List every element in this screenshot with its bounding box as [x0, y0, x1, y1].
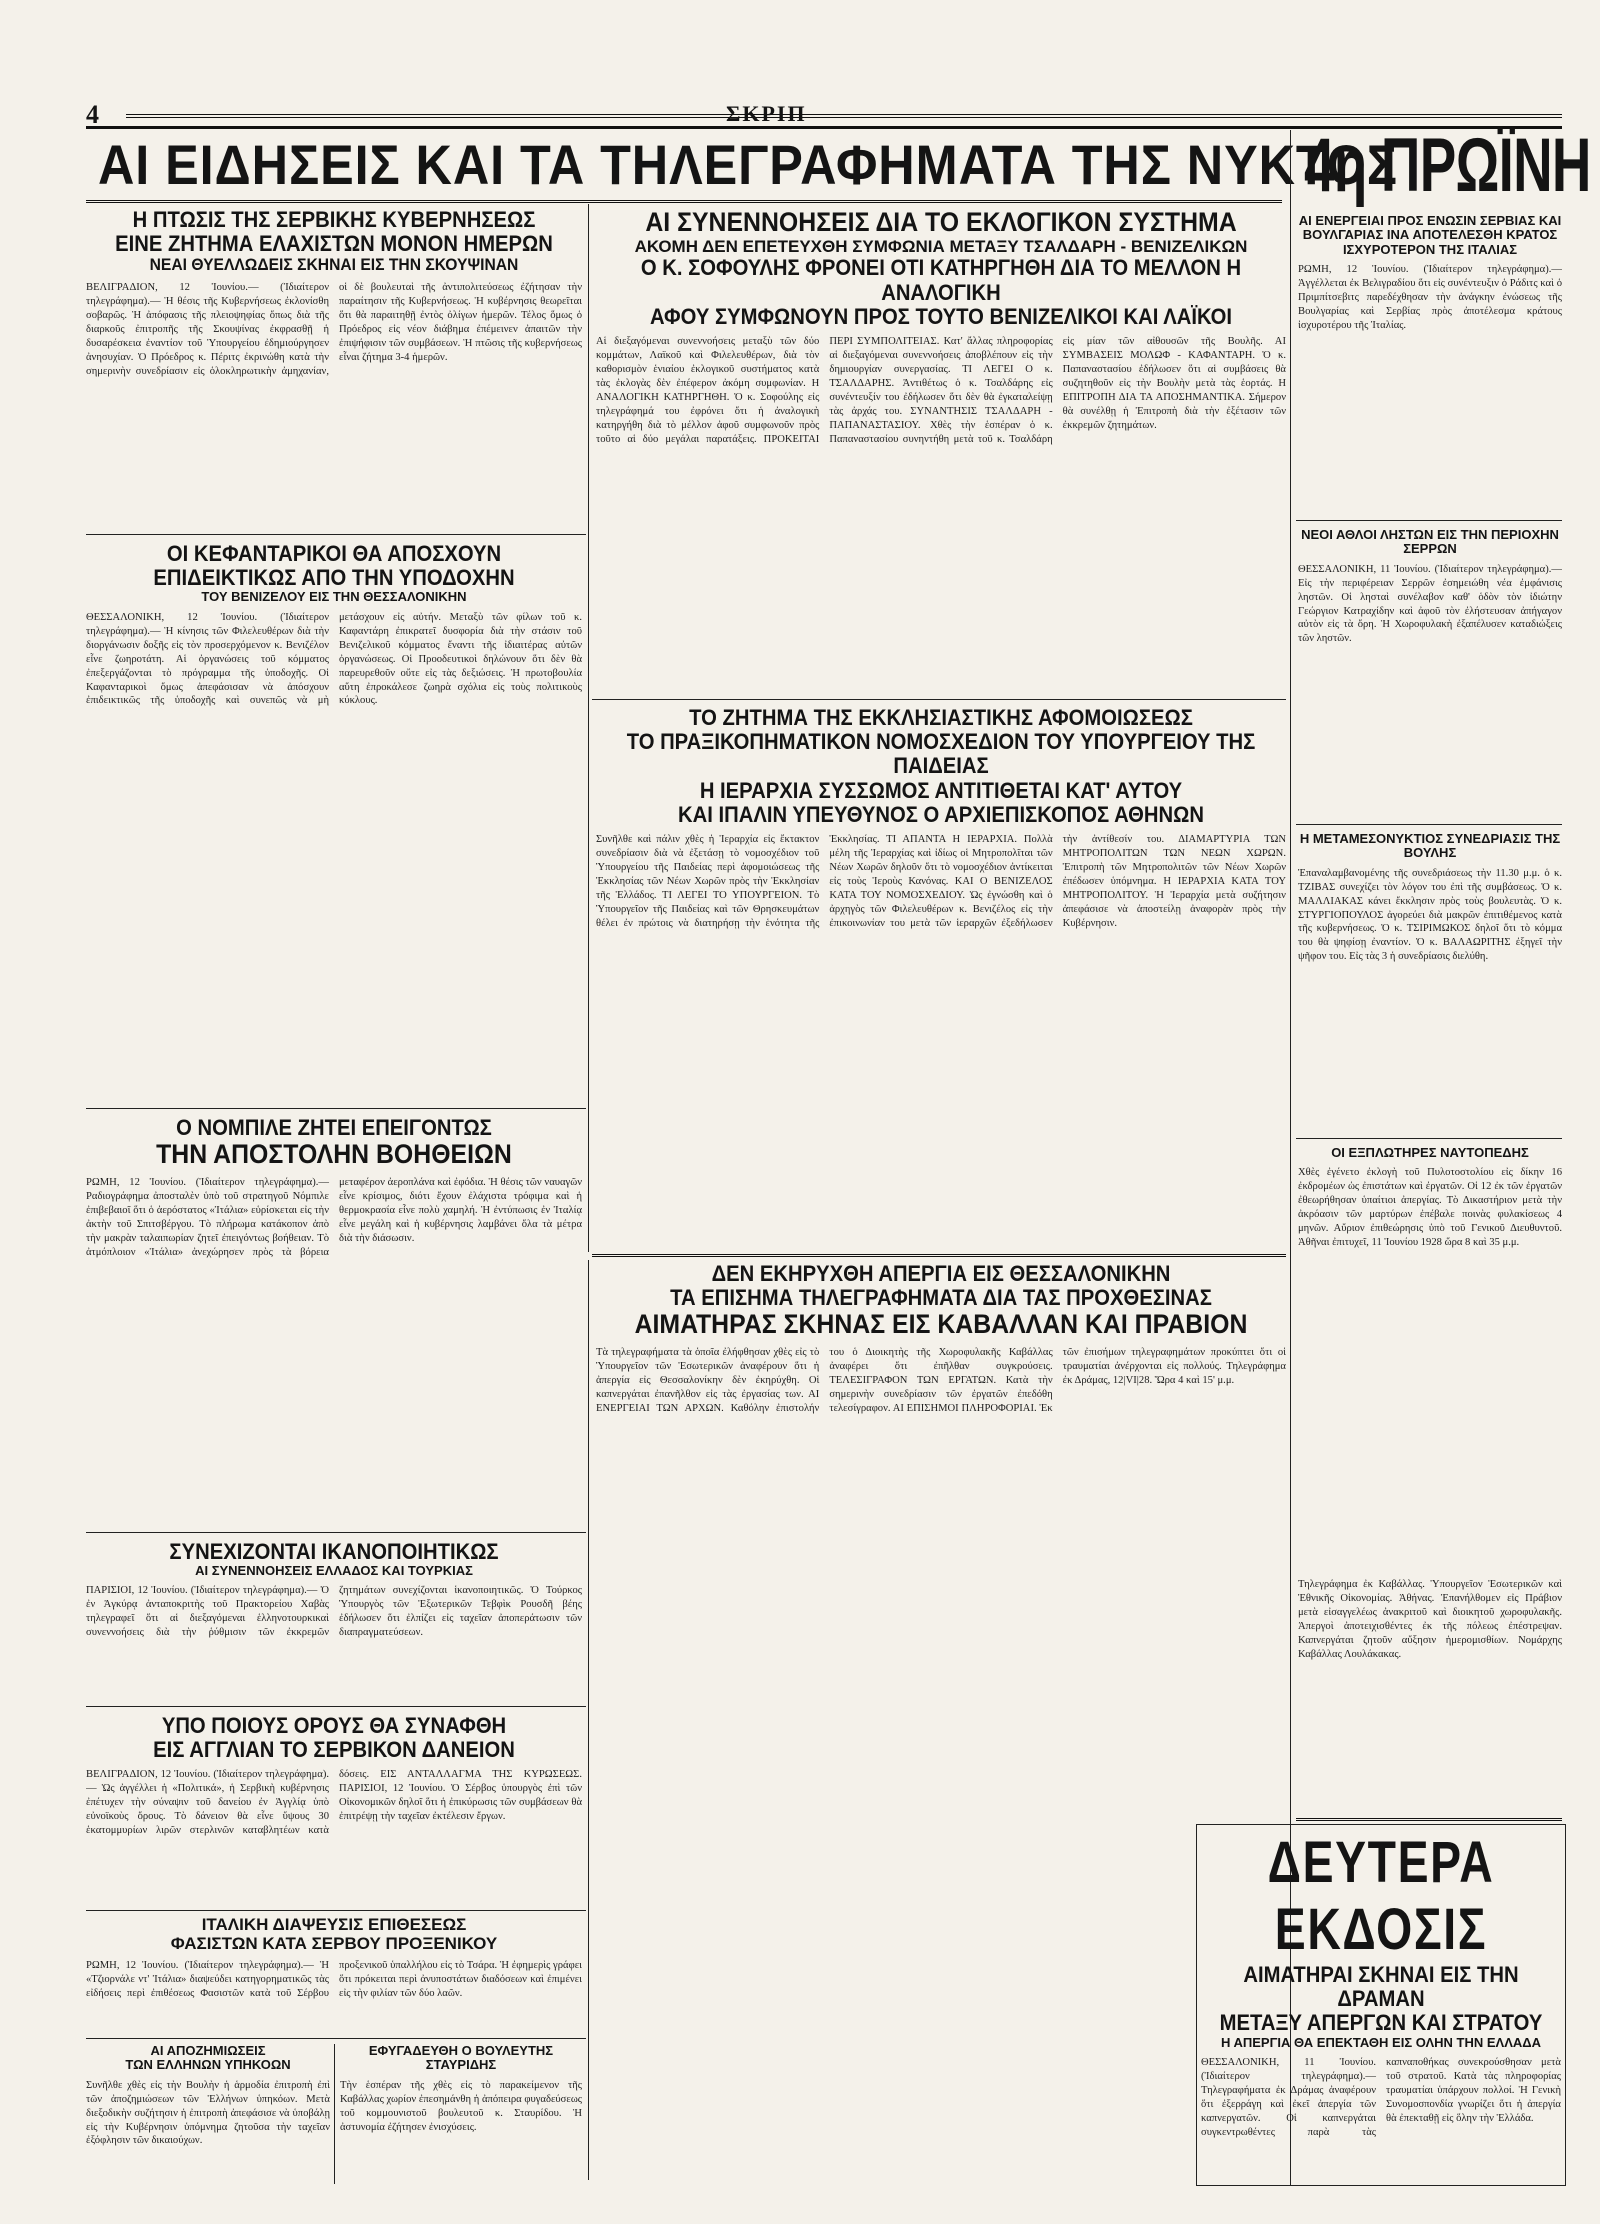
article-naval-workers	[1298, 1146, 1562, 1566]
article-subtitle: ΑΚΟΜΗ ΔΕΝ ΕΠΕΤΕΥΧΘΗ ΣΥΜΦΩΝΙΑ ΜΕΤΑΞΥ ΤΣΑΛΔΑΡΗ - ΒΕΝΙΖΕΛΙΚΩΝ	[634, 236, 1248, 256]
article-title: ΑΙ ΑΠΟΖΗΜΙΩΣΕΙΣ	[150, 2044, 266, 2058]
article-subtitle: ΚΑΙ ΙΠΑΛΙΝ ΥΠΕΥΘΥΝΟΣ Ο ΑΡΧΙΕΠΙΣΚΟΠΟΣ ΑΘΗΝΩΝ	[678, 801, 1204, 827]
article-church	[596, 706, 1286, 1248]
page-number: 4	[86, 100, 99, 129]
article-italian-denial	[86, 1916, 582, 2032]
column-divider	[334, 2044, 335, 2184]
article-subtitle: Ο Κ. ΣΟΦΟΥΛΗΣ ΦΡΟΝΕΙ ΟΤΙ ΚΑΤΗΡΓΗΘΗ ΔΙΑ ΤΟ ΜΕΛΛΟΝ Η ΑΝΑΛΟΓΙΚΗ	[640, 255, 1242, 305]
article-title: ΝΕΟΙ ΑΘΛΟΙ ΛΗΣΤΩΝ ΕΙΣ ΤΗΝ ΠΕΡΙΟΧΗΝ ΣΕΡΡΩΝ	[1301, 528, 1559, 557]
article-body: ΡΩΜΗ, 12 Ἰουνίου. (Ἰδιαίτερον τηλεγράφημα).— Ἡ «Τζιορνάλε ντ' Ἰτάλια» διαψεύδει κατηγορηματικῶς τὰς εἰδήσεις περὶ ἐπιθέσεως Φασιστῶν κατὰ τοῦ Σέρβου προξενικοῦ ὑπαλλήλου εἰς τὸ Τσάρα. Ἡ ἐφημερὶς γράφει ὅτι πρόκειται περὶ ἀνυποστάτων διαδόσεων καὶ ἐπιμένει εἰς τὴν φιλίαν τῶν δύο λαῶν.	[86, 1960, 582, 2000]
article-title: ΑΙ ΣΥΝΕΝΝΟΗΣΕΙΣ ΔΙΑ ΤΟ ΕΚΛΟΓΙΚΟΝ ΣΥΣΤΗΜΑ	[645, 208, 1237, 237]
article-body: Συνῆλθε χθὲς εἰς τὴν Βουλὴν ἡ ἁρμοδία ἐπιτροπὴ ἐπὶ τῶν ἀποζημιώσεων τῶν Ἑλλήνων ὑπηκόων. Μετὰ διεξοδικὴν συζήτησιν ἡ ἐπιτροπὴ ἀπεφάσισε νὰ ὑποβάλῃ εἰς τὴν Κυβέρνησιν ὑπόμνημα ζητοῦσα τὴν ταχεῖαν ἐξόφλησιν τῶν δικαιούχων.	[86, 2079, 330, 2147]
article-title: ΕΦΥΓΑΔΕΥΘΗ Ο ΒΟΥΛΕΥΤΗΣ ΣΤΑΥΡΙΔΗΣ	[368, 2044, 554, 2073]
article-subtitle: ΑΙΜΑΤΗΡΑΣ ΣΚΗΝΑΣ ΕΙΣ ΚΑΒΑΛΛΑΝ ΚΑΙ ΠΡΑΒΙΟΝ	[634, 1309, 1248, 1340]
article-title: ΤΑ ΕΠΙΣΗΜΑ ΤΗΛΕΓΡΑΦΗΜΑΤΑ ΔΙΑ ΤΑΣ ΠΡΟΧΘΕΣΙΝΑΣ	[670, 1285, 1212, 1311]
article-title: ΤΟ ΠΡΑΞΙΚΟΠΗΜΑΤΙΚΟΝ ΝΟΜΟΣΧΕΔΙΟΝ ΤΟΥ ΥΠΟΥΡΓΕΙΟΥ ΤΗΣ ΠΑΙΔΕΙΑΣ	[626, 729, 1256, 779]
article-serbian-government	[86, 208, 582, 528]
article-title: ΟΙ ΚΕΦΑΝΤΑΡΙΚΟΙ ΘΑ ΑΠΟΣΧΟΥΝ	[166, 542, 502, 566]
article-title: ΕΙΣ ΑΓΓΛΙΑΝ ΤΟ ΣΕΡΒΙΚΟΝ ΔΑΝΕΙΟΝ	[153, 1737, 515, 1763]
section-rule	[1296, 520, 1562, 521]
article-body: ΡΩΜΗ, 12 Ἰουνίου. (Ἰδιαίτερον τηλεγράφημα).— Ραδιογράφημα ἀποσταλὲν ὑπὸ τοῦ στρατηγοῦ Νόμπιλε ἐπιβεβαιοῖ ὅτι ὁ ἀερόστατος «Ἰτάλια» εὑρίσκεται εἰς τὴν ἀκτὴν τοῦ Σπιτσβέργου. Τὸ πλήρωμα κατάκοπον ἀπὸ τὴν μακρὰν ταλαιπωρίαν ζητεῖ ἐπειγόντως βοήθειαν. Τὸ ἀτμόπλοιον «Ἰτάλια» ἀνεχώρησεν πρὸς τὰ βόρεια μεταφέρον ἀεροπλάνα καὶ ἐφόδια. Ἡ θέσις τῶν ναυαγῶν εἶνε κρίσιμος, διότι ἔχουν ἐλάχιστα τρόφιμα καὶ ἡ θερμοκρασία εἶνε πολὺ χαμηλή. Ἡ ἐντύπωσις ἐν Ἰταλίᾳ εἶνε μεγάλη καὶ ἡ κυβέρνησις λαμβάνει ὅλα τὰ μέτρα διὰ τὴν διάσωσιν.	[86, 1176, 582, 1258]
second-edition-box	[1196, 1824, 1566, 2186]
edition-title: 4η ΠΡΩΪΝΗ	[1304, 123, 1591, 208]
paper-name: ΣΚΡΙΠ	[726, 101, 807, 126]
article-title: ΤΟ ΖΗΤΗΜΑ ΤΗΣ ΕΚΚΛΗΣΙΑΣΤΙΚΗΣ ΑΦΟΜΟΙΩΣΕΩΣ	[689, 706, 1193, 730]
article-title: Η ΜΕΤΑΜΕΣΟΝΥΚΤΙΟΣ ΣΥΝΕΔΡΙΑΣΙΣ ΤΗΣ ΒΟΥΛΗΣ	[1299, 832, 1561, 861]
second-edition-title: ΔΕΥΤΕΡΑ ΕΚΔΟΣΙΣ	[1267, 1830, 1495, 1962]
headline-rule	[86, 200, 1282, 203]
page-sheet	[86, 100, 1591, 2189]
second-edition-subtitle: ΑΙΜΑΤΗΡΑΙ ΣΚΗΝΑΙ ΕΙΣ ΤΗΝ ΔΡΑΜΑΝ	[1243, 1962, 1519, 2012]
second-edition-subtitle: ΜΕΤΑΞΥ ΑΠΕΡΓΩΝ ΚΑΙ ΣΤΡΑΤΟΥ	[1219, 2010, 1543, 2036]
article-subtitle: ΤΟΥ ΒΕΝΙΖΕΛΟΥ ΕΙΣ ΤΗΝ ΘΕΣΣΑΛΟΝΙΚΗΝ	[201, 589, 467, 605]
article-subtitle: ΝΕΑΙ ΘΥΕΛΛΩΔΕΙΣ ΣΚΗΝΑΙ ΕΙΣ ΤΗΝ ΣΚΟΥΨΙΝΑΝ	[149, 255, 519, 275]
article-title: Ο ΝΟΜΠΙΛΕ ΖΗΤΕΙ ΕΠΕΙΓΟΝΤΩΣ	[176, 1116, 492, 1140]
article-title: ΕΙΝΕ ΖΗΤΗΜΑ ΕΛΑΧΙΣΤΩΝ ΜΟΝΟΝ ΗΜΕΡΩΝ	[115, 231, 553, 257]
article-subtitle: ΑΦΟΥ ΣΥΜΦΩΝΟΥΝ ΠΡΟΣ ΤΟΥΤΟ ΒΕΝΙΖΕΛΙΚΟΙ ΚΑΙ ΛΑΪΚΟΙ	[649, 303, 1233, 329]
section-rule	[86, 1706, 586, 1707]
article-body: Αἱ διεξαγόμεναι συνεννοήσεις μεταξὺ τῶν δύο κομμάτων, Λαϊκοῦ καὶ Φιλελευθέρων, διὰ τὸν καθορισμὸν ἑνιαίου ἐκλογικοῦ συστήματος κατὰ τὰς ἐκλογὰς δὲν ἐπέφερον ἀκόμη συμφωνίαν. Η ΑΝΑΛΟΓΙΚΗ ΚΑΤΗΡΓΗΘΗ. Ὁ κ. Σοφούλης εἰς τηλεγράφημά του ἐφρόνει ὅτι ἡ ἀναλογικὴ κατηργήθη διὰ τὸ μέλλον ἀφοῦ συμφωνοῦν πρὸς τοῦτο αἱ δύο μεγάλαι παρατάξεις. ΠΡΟΚΕΙΤΑΙ ΠΕΡΙ ΣΥΜΠΟΛΙΤΕΙΑΣ. Κατ' ἄλλας πληροφορίας αἱ διεξαγόμεναι συνεννοήσεις ἀποβλέπουν εἰς τὴν δημιουργίαν συνεργασίας. ΤΙ ΛΕΓΕΙ Ο κ. ΤΣΑΛΔΑΡΗΣ. Ἀντιθέτως ὁ κ. Τσαλδάρης εἰς συνέντευξίν του ἐδήλωσεν ὅτι δὲν θὰ ἐγκαταλείψῃ τὰς ἀρχάς του. ΣΥΝΑΝΤΗΣΙΣ ΤΣΑΛΔΑΡΗ - ΠΑΠΑΝΑΣΤΑΣΙΟΥ. Χθὲς τὴν ἑσπέραν ὁ κ. Παπαναστασίου συνηντήθη μετὰ τοῦ κ. Τσαλδάρη εἰς μίαν τῶν αἰθουσῶν τῆς Βουλῆς. ΑΙ ΣΥΜΒΑΣΕΙΣ ΜΟΛΩΦ - ΚΑΦΑΝΤΑΡΗ. Ὁ κ. Παπαναστασίου ἐδήλωσεν ὅτι αἱ συμβάσεις θὰ συζητηθοῦν εἰς τὴν Βουλὴν μετὰ τὰς ἑορτάς. Η ΕΠΙΤΡΟΠΗ ΔΙΑ ΤΑ ΑΠΟΣΗΜΑΝΤΙΚΑ. Σήμερον θὰ συνέλθῃ ἡ Ἐπιτροπὴ διὰ τὴν ἐξέτασιν τῶν ἐκκρεμῶν ζητημάτων.	[596, 335, 1286, 445]
article-kavala-telegram	[1298, 1572, 1562, 1812]
article-serbia-bulgaria	[1298, 214, 1562, 514]
article-stavrides	[340, 2044, 582, 2184]
article-kafantaris	[86, 542, 582, 1102]
article-title: ΕΠΙΔΕΙΚΤΙΚΩΣ ΑΠΟ ΤΗΝ ΥΠΟΔΟΧΗΝ	[153, 565, 515, 591]
article-body: Τὰ τηλεγραφήματα τὰ ὁποῖα ἐλήφθησαν χθὲς εἰς τὸ Ὑπουργεῖον τῶν Ἐσωτερικῶν ἀναφέρουν ὅτι ἡ ἀπεργία εἰς Θεσσαλονίκην δὲν ἐκηρύχθη. Οἱ καπνεργάται ἐπανῆλθον εἰς τὰς ἐργασίας των. ΑΙ ΕΝΕΡΓΕΙΑΙ ΤΩΝ ΑΡΧΩΝ. Καθόλην ἐπιστολήν του ὁ Διοικητὴς τῆς Χωροφυλακῆς Καβάλλας ἀναφέρει ὅτι ἐπῆλθαν συγκρούσεις. ΤΕΛΕΣΙΓΡΑΦΟΝ ΤΩΝ ΕΡΓΑΤΩΝ. Κατὰ τὴν σημερινὴν συνεδρίασιν τῶν ἐργατῶν ἐπεδόθη τελεσίγραφον. ΑΙ ΕΠΙΣΗΜΟΙ ΠΛΗΡΟΦΟΡΙΑΙ. Ἐκ τῶν ἐπισήμων τηλεγραφημάτων προκύπτει ὅτι οἱ τραυματίαι ἀνέρχονται εἰς πολλούς. Τηλεγράφημα ἐκ Δράμας, 12|VI|28. Ὥρα 4 καὶ 15' μ.μ.	[596, 1347, 1286, 1414]
section-rule	[86, 1108, 586, 1109]
article-body: Τηλεγράφημα ἐκ Καβάλλας. Ὑπουργεῖον Ἐσωτερικῶν καὶ Ἐθνικῆς Οἰκονομίας. Ἀθήνας. Ἐπανήλθομεν εἰς Πράβιον μετὰ εἰσαγγελέως ἀνακριτοῦ καὶ διοικητοῦ χωροφυλακῆς. Ἀπεργοὶ ἀποτειχισθέντες ἐκ τῆς πόλεως ἐπέστρεψαν. Καπνεργάται ζητοῦν αὔξησιν ἡμερομισθίων. Νομάρχης Καβάλλας Λουλάκακας.	[1298, 1579, 1562, 1660]
article-body: ΘΕΣΣΑΛΟΝΙΚΗ, 12 Ἰουνίου. (Ἰδιαίτερον τηλεγράφημα).— Ἡ κίνησις τῶν Φιλελευθέρων διὰ τὴν διοργάνωσιν δοξῆς εἰς τὸν προσερχόμενον κ. Βενιζέλον εἶνε ζωηροτάτη. Αἱ ὀργανώσεις τοῦ κόμματος ἐπεξεργάζονται τὸ πρόγραμμα τῆς ὑποδοχῆς. Οἱ Καφανταρικοὶ ὅμως ἀπεφάσισαν νὰ ἀπόσχουν ἐπιδεικτικῶς τῆς ὑποδοχῆς καὶ συνεπῶς νὰ μὴ μετάσχουν εἰς αὐτήν. Μεταξὺ τῶν φίλων τοῦ κ. Καφαντάρη ἐπικρατεῖ δυσφορία διὰ τὴν στάσιν τοῦ Βενιζελικοῦ κόμματος ἔναντι τῆς ἰδιαιτέρας αὐτῶν ὀργανώσεως. Οἱ Προοδευτικοὶ δηλώνουν ὅτι δὲν θὰ παρευρεθοῦν οὔτε εἰς τὰς δεξιώσεις. Ἡ πρωτοβουλία αὕτη ἐπροκάλεσε ζωηρὰ σχόλια εἰς τοὺς πολιτικοὺς κύκλους.	[86, 611, 582, 707]
article-body: ΘΕΣΣΑΛΟΝΙΚΗ, 11 Ἰουνίου. (Ἰδιαίτερον τηλεγράφημα).— Τηλεγραφήματα ἐκ Δράμας ἀναφέρουν ὅτι ἐξερράγη καὶ ἐκεῖ ἀπεργία τῶν καπνεργατῶν. Οἱ καπνεργάται συγκεντρωθέντες παρὰ τὰς καπναποθήκας συνεκρούσθησαν μετὰ τοῦ στρατοῦ. Κατὰ τὰς πληροφορίας τραυματίαι ὑπάρχουν πολλοί. Ἡ Γενικὴ Συνομοσπονδία γνωρίζει ὅτι ἡ ἀπεργία θὰ ἐπεκταθῇ εἰς ὅλην τὴν Ἑλλάδα.	[1201, 2056, 1561, 2138]
article-strike	[596, 1262, 1286, 2182]
article-title: ΤΩΝ ΕΛΛΗΝΩΝ ΥΠΗΚΟΩΝ	[125, 2057, 291, 2073]
article-body: ΘΕΣΣΑΛΟΝΙΚΗ, 11 Ἰουνίου. (Ἰδιαίτερον τηλεγράφημα).— Εἰς τὴν περιφέρειαν Σερρῶν ἐσημειώθη νέα ἐμφάνισις ληστῶν. Οἱ λησταὶ συνέλαβον καθ' ὁδὸν τὸν ἰδιώτην Γεώργιον Κατραχίδην καὶ ἀφοῦ τὸν ἐλήστευσαν ἀπήγαγον αὐτὸν εἰς τὰ ὄρη. Ἡ Χωροφυλακὴ ἐξαπέλυσεν καταδιώξεις τῶν ληστῶν.	[1298, 563, 1562, 645]
section-rule	[86, 1532, 586, 1533]
section-rule	[86, 2038, 586, 2039]
article-body: ΒΕΛΙΓΡΑΔΙΟΝ, 12 Ἰουνίου.— (Ἰδιαίτερον τηλεγράφημα).— Ἡ θέσις τῆς Κυβερνήσεως ἐκλονίσθη σοβαρῶς. Ἡ ἀπόφασις τῆς πλειοψηφίας ὅπως διὰ τῆς διαρκοῦς ἐπιτροπῆς τῆς Σκουψίνας ἐκφρασθῇ ἡ δυσαρέσκεια ἐναντίον τοῦ Ὑπουργείου ἐδημιούργησεν ἀνησυχίαν. Ὁ Πρόεδρος κ. Πέριτς ἐκρινώθη κατὰ τὴν σημερινὴν συνεδρίασιν εἰς ὁλοκληρωτικὴν ἀμηχανίαν, οἱ δὲ βουλευταὶ τῆς ἀντιπολιτεύσεως ἐζήτησαν τὴν παραίτησιν τῆς Κυβερνήσεως. Ἡ κυβέρνησις θεωρεῖται ὅτι θὰ παραιτηθῇ ἐντὸς ὀλίγων ἡμερῶν. Τέλος ὅμως ὁ Πρόεδρος εἰς νέον διάβημα ἐπέμεινεν ἀπαιτῶν τὴν ἐπιψήφισιν τῶν συμβάσεων. Ἡ πτῶσις τῆς κυβερνήσεως εἶναι ζήτημα 3-4 ἡμερῶν.	[86, 282, 582, 377]
article-body: Συνῆλθε καὶ πάλιν χθὲς ἡ Ἱεραρχία εἰς ἔκτακτον συνεδρίασιν διὰ νὰ ἐξετάσῃ τὸ νομοσχέδιον τοῦ Ὑπουργείου τῆς Παιδείας περὶ ἀφομοιώσεως τῆς Ἐκκλησίας τῶν Νέων Χωρῶν πρὸς τὴν Ἐκκλησίαν τῆς Ἑλλάδος. ΤΙ ΛΕΓΕΙ ΤΟ ΥΠΟΥΡΓΕΙΟΝ. Τὸ Ὑπουργεῖον τῆς Παιδείας καὶ τῶν Θρησκευμάτων θέλει ἐν πρώτοις νὰ διατηρήσῃ τὴν ἑνότητα τῆς Ἐκκλησίας. ΤΙ ΑΠΑΝΤΑ Η ΙΕΡΑΡΧΙΑ. Πολλὰ μέλη τῆς Ἱεραρχίας καὶ ἰδίως οἱ Μητροπολῖται τῶν Νέων Χωρῶν δηλοῦν ὅτι τὸ νομοσχέδιον ἀντίκειται εἰς τοὺς Ἱεροὺς Κανόνας. ΚΑΙ Ο ΒΕΝΙΖΕΛΟΣ ΚΑΤΑ ΤΟΥ ΝΟΜΟΣΧΕΔΙΟΥ. Ὡς ἐγνώσθη καὶ ὁ ἀρχηγὸς τῶν Φιλελευθέρων κ. Βενιζέλος εἰς τὴν ἐπικοινωνίαν του μετὰ τῶν ἱεραρχῶν ἐξεδήλωσεν τὴν ἀντίθεσίν του. ΔΙΑΜΑΡΤΥΡΙΑ ΤΩΝ ΜΗΤΡΟΠΟΛΙΤΩΝ ΤΩΝ ΝΕΩΝ ΧΩΡΩΝ. Ἐπιτροπὴ τῶν Μητροπολιτῶν τῶν Νέων Χωρῶν ἐπέδωσεν ὑπόμνημα. Η ΙΕΡΑΡΧΙΑ ΚΑΤΑ ΤΟΥ ΜΗΤΡΟΠΟΛΙΤΟΥ. Ἡ Ἱεραρχία μετὰ συζήτησιν ἀπεφάσισε νὰ ἀποστείλῃ ἀναφορὰν πρὸς τὴν Κυβέρνησιν.	[596, 833, 1286, 929]
article-body: Χθὲς ἐγένετο ἐκλογὴ τοῦ Πυλοτοστολίου εἰς δίκην 16 ἐκδρομέων ὡς ἐπιστάτων καὶ ἐργατῶν. Οἱ 12 ἐκ τῶν ἐργατῶν ἐθεωρήθησαν ὑπαίτιοι ἀπεργίας. Τὸ Δικαστήριον μετὰ τὴν ἀκρόασιν τῶν μαρτύρων ἐπέβαλε ποινὰς φυλακίσεως 4 μηνῶν. Αὔριον ἐπιθεώρησις ὑπὸ τοῦ Γενικοῦ Διευθυντοῦ. Ἀθῆναι ἐπιτυχεῖ, 11 Ἰουνίου 1928 ὥρα 8 καὶ 35 μ.μ.	[1298, 1167, 1562, 1249]
main-headline: ΑΙ ΕΙΔΗΣΕΙΣ ΚΑΙ ΤΑ ΤΗΛΕΓΡΑΦΗΜΑΤΑ ΤΗΣ ΝΥΚΤΟΣ	[98, 133, 1398, 196]
article-title: ΦΑΣΙΣΤΩΝ ΚΑΤΑ ΣΕΡΒΟΥ ΠΡΟΞΕΝΙΚΟΥ	[170, 1933, 498, 1953]
section-rule	[1296, 1818, 1562, 1821]
masthead-rule	[126, 114, 1562, 118]
article-serres-bandits	[1298, 528, 1562, 818]
article-body: ΡΩΜΗ, 12 Ἰουνίου. (Ἰδιαίτερον τηλεγράφημα).— Ἀγγέλλεται ἐκ Βελιγραδίου ὅτι εἰς συνέντευξιν ὁ Ράδιτς καὶ ὁ Πριμπίτσεβιτς παρεδέχθησαν τὴν ἀνάγκην ἐνώσεως τῆς Βουλγαρίας καὶ Σερβίας πρὸς ἀποτέλεσμα κράτους ἰσχυροτέρου τῆς Ἰταλίας.	[1298, 263, 1562, 331]
article-subtitle: ΑΙ ΣΥΝΕΝΝΟΗΣΕΙΣ ΕΛΛΑΔΟΣ ΚΑΙ ΤΟΥΡΚΙΑΣ	[195, 1563, 473, 1579]
article-body: Ἐπαναλαμβανομένης τῆς συνεδριάσεως τὴν 11.30 μ.μ. ὁ κ. ΤΖΙΒΑΣ συνεχίζει τὸν λόγον του ἐπὶ τῆς συμβάσεως. Ὁ κ. ΜΑΛΛΙΑΚΑΣ κάνει ἔκκλησιν πρὸς τοὺς βουλευτὰς. Ὁ κ. ΣΤΥΡΓΙΟΠΟΥΛΟΣ ἀγορεύει διὰ μακρῶν ἐπιτιθέμενος κατὰ τῆς κυβερνήσεως. Ὁ κ. ΤΣΙΡΙΜΩΚΟΣ δηλοῖ ὅτι τὸ κόμμα του θὰ ψηφίσῃ ἐναντίον. Ὁ κ. ΒΑΛΑΩΡΙΤΗΣ ἐξηγεῖ τὴν ψῆφον του. Εἰς τὰς 3 ἡ συνεδρίασις διελύθη.	[1298, 867, 1562, 963]
article-title: ΥΠΟ ΠΟΙΟΥΣ ΟΡΟΥΣ ΘΑ ΣΥΝΑΦΘΗ	[161, 1714, 507, 1738]
article-reparations	[86, 2044, 330, 2184]
section-rule	[86, 1910, 586, 1911]
article-title: ΔΕΝ ΕΚΗΡΥΧΘΗ ΑΠΕΡΓΙΑ ΕΙΣ ΘΕΣΣΑΛΟΝΙΚΗΝ	[711, 1262, 1171, 1286]
article-title: ΟΙ ΕΞΠΛΩΤΗΡΕΣ ΝΑΥΤΟΠΕΔΗΣ	[1331, 1146, 1529, 1160]
column-divider-left-lower	[588, 1260, 589, 2180]
second-edition-subtitle: Η ΑΠΕΡΓΙΑ ΘΑ ΕΠΕΚΤΑΘΗ ΕΙΣ ΟΛΗΝ ΤΗΝ ΕΛΛΑΔΑ	[1220, 2034, 1542, 2050]
article-subtitle: Η ΙΕΡΑΡΧΙΑ ΣΥΣΣΩΜΟΣ ΑΝΤΙΤΙΘΕΤΑΙ ΚΑΤ' ΑΥΤΟΥ	[699, 777, 1183, 803]
article-greek-turkish	[86, 1540, 582, 1700]
article-nobile	[86, 1116, 582, 1526]
section-rule	[1296, 824, 1562, 825]
article-title: ΤΗΝ ΑΠΟΣΤΟΛΗΝ ΒΟΗΘΕΙΩΝ	[156, 1139, 512, 1170]
article-body: ΒΕΛΙΓΡΑΔΙΟΝ, 12 Ἰουνίου. (Ἰδιαίτερον τηλεγράφημα).— Ὡς ἀγγέλλει ἡ «Πολιτικά», ἡ Σερβικὴ κυβέρνησις ἐπέτυχεν τὴν σύναψιν τοῦ δανείου ἐν Ἀγγλίᾳ ὑπὸ εὐνοϊκοὺς ὅρους. Τὸ δάνειον θὰ εἶνε ὕψους 30 ἑκατομμυρίων λιρῶν στερλινῶν καταβλητέων κατὰ δόσεις. ΕΙΣ ΑΝΤΑΛΛΑΓΜΑ ΤΗΣ ΚΥΡΩΣΕΩΣ. ΠΑΡΙΣΙΟΙ, 12 Ἰουνίου. Ὁ Σέρβος ὑπουργὸς ἐπὶ τῶν Οἰκονομικῶν δηλοῖ ὅτι ἡ ἐπικύρωσις τῶν συμβάσεων θὰ ἐπιτρέψῃ τὴν ταχεῖαν ἐκτέλεσιν ἔργων.	[86, 1769, 582, 1837]
article-parliament-session	[1298, 832, 1562, 1132]
column-divider-left	[588, 204, 589, 1252]
article-title: Η ΠΤΩΣΙΣ ΤΗΣ ΣΕΡΒΙΚΗΣ ΚΥΒΕΡΝΗΣΕΩΣ	[132, 208, 536, 232]
section-rule	[86, 534, 586, 535]
electoral-rule	[592, 699, 1286, 700]
article-body: ΠΑΡΙΣΙΟΙ, 12 Ἰουνίου. (Ἰδιαίτερον τηλεγράφημα).— Ὁ ἐν Ἀγκύρᾳ ἀνταποκριτὴς τοῦ Πρακτορείου Χαβὰς τηλεγραφεῖ ὅτι αἱ διεξαγόμεναι ἑλληνοτουρκικαὶ συνεννοήσεις διὰ τὴν ῥύθμισιν τῶν ἐκκρεμῶν ζητημάτων συνεχίζονται ἱκανοποιητικῶς. Ὁ Τούρκος Ὑπουργὸς τῶν Ἐξωτερικῶν Τεβφὶκ Ρουσδῆ βέης ἐδήλωσεν ὅτι ἐλπίζει εἰς ταχεῖαν ἀποπεράτωσιν τῶν διαπραγματεύσεων.	[86, 1585, 582, 1639]
article-title: ΣΥΝΕΧΙΖΟΝΤΑΙ ΙΚΑΝΟΠΟΙΗΤΙΚΩΣ	[169, 1540, 499, 1564]
article-body: Τὴν ἑσπέραν τῆς χθὲς εἰς τὸ παρακείμενον τῆς Καβάλλας χωρίον ἐπεσημάνθη ἡ ἀπόπειρα φυγαδεύσεως τοῦ κομμουνιστοῦ βουλευτοῦ κ. Σταυρίδου. Ἡ ἀστυνομία ἐζήτησεν ἐνισχύσεις.	[340, 2079, 582, 2133]
section-rule	[1296, 1138, 1562, 1139]
article-serbian-loan	[86, 1714, 582, 1904]
article-title: ΙΤΑΛΙΚΗ ΔΙΑΨΕΥΣΙΣ ΕΠΙΘΕΣΕΩΣ	[201, 1916, 467, 1934]
church-rule	[592, 1254, 1286, 1257]
article-electoral-system	[596, 208, 1286, 694]
article-title: ΑΙ ΕΝΕΡΓΕΙΑΙ ΠΡΟΣ ΕΝΩΣΙΝ ΣΕΡΒΙΑΣ ΚΑΙ ΒΟΥΛΓΑΡΙΑΣ ΙΝΑ ΑΠΟΤΕΛΕΣΘΗ ΚΡΑΤΟΣ ΙΣΧΥΡΟΤΕΡΟΝ ΤΗΣ ΙΤΑΛΙΑΣ	[1298, 214, 1562, 257]
